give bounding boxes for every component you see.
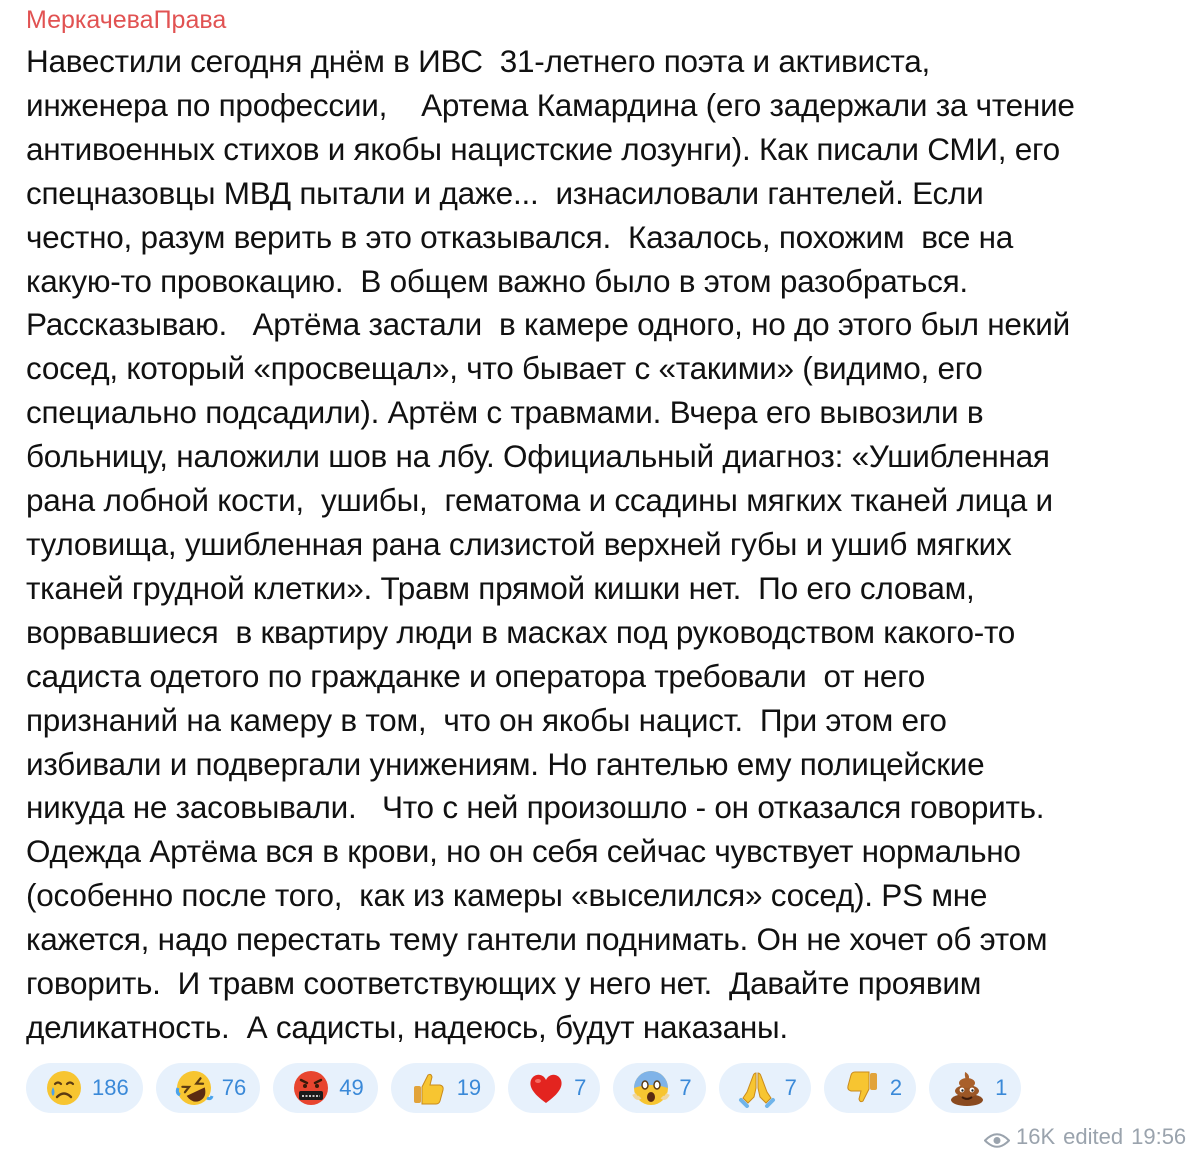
reaction-count: 76 [221,1075,247,1100]
message-line: спецназовцы МВД пытали и даже... изнасиловали гантелей. Если [26,174,984,211]
message-line: Одежда Артёма вся в крови, но он себя сейчас чувствует нормально [26,833,1021,870]
message-line: избивали и подвергали унижениям. Но гантелью ему полицейские [26,745,985,782]
crying-face-icon [44,1068,84,1108]
reaction-count: 49 [339,1075,364,1100]
edited-label: edited [1063,1124,1124,1149]
message-line: специально подсадили). Артём с травмами. Вчера его вывозили в [26,394,984,431]
reaction-thumbs-up[interactable] [391,1063,495,1113]
message-line: говорить. И травм соответствующих у него нет. Давайте проявим [26,965,982,1002]
screaming-face-icon [631,1068,671,1108]
message-line: рана лобной кости, ушибы, гематома и ссадины мягких тканей лица и [26,482,1053,519]
message-line: ворвавшиеся в квартиру люди в масках под руководством какого-то [26,613,1016,650]
reaction-poo[interactable] [929,1063,1021,1113]
cursing-face-icon [291,1068,331,1108]
reaction-thumbs-down[interactable] [824,1063,916,1113]
message-line: деликатность. А садисты, надеюсь, будут наказаны. [26,1008,788,1045]
thumbs-up-icon [409,1068,449,1108]
reaction-count: 1 [995,1075,1008,1100]
message-time: 19:56 [1131,1124,1187,1149]
message-line: антивоенных стихов и якобы нацистские лозунги). Как писали СМИ, его [26,130,1060,167]
folded-hands-icon [737,1068,777,1108]
pile-of-poo-icon [947,1068,987,1108]
message-meta [984,1124,1186,1150]
reaction-laughing[interactable] [156,1063,260,1113]
message-line: (особенно после того, как из камеры «выселился» сосед). PS мне [26,877,988,914]
message-line: никуда не засовывали. Что с ней произошло - он отказался говорить. [26,789,1045,826]
reaction-count: 2 [889,1075,903,1100]
reaction-screaming[interactable] [613,1063,705,1113]
message-line: сосед, который «просвещал», что бывает с «такими» (видимо, его [26,350,983,387]
message-line: признаний на камеру в том, что он якобы нацист. При этом его [26,701,947,738]
message-line: честно, разум верить в это отказывался. Казалось, похожим все на [26,218,1014,255]
message-line: Навестили сегодня днём в ИВС 31-летнего поэта и активиста, [26,43,930,79]
red-heart-icon [526,1068,566,1108]
reaction-cursing[interactable] [273,1063,377,1113]
reaction-crying[interactable] [26,1063,143,1113]
reaction-count: 7 [784,1075,797,1100]
message-line: кажется, надо перестать тему гантели поднимать. Он не хочет об этом [26,921,1048,958]
message-text [26,40,1194,1050]
reaction-count: 7 [574,1075,587,1100]
reaction-count: 19 [456,1075,482,1100]
message-line: инженера по профессии, Артема Камардина (его задержали за чтение [26,86,1075,123]
views-count: 16K [1016,1124,1056,1149]
reactions-bar [26,1063,1021,1113]
reaction-folded-hands[interactable] [719,1063,811,1113]
sender-name[interactable]: МеркачеваПрава [26,6,227,34]
reaction-count: 186 [92,1075,129,1100]
message-line: больницу, наложили шов на лбу. Официальный диагноз: «Ушибленная [26,438,1050,475]
message-line: тканей грудной клетки». Травм прямой кишки нет. По его словам, [26,569,975,606]
message-line: какую-то провокацию. В общем важно было в этом разобраться. [26,262,968,299]
reaction-heart[interactable] [508,1063,600,1113]
message-line: туловища, ушибленная рана слизистой верхней губы и ушиб мягких [26,525,1012,562]
reaction-count: 7 [679,1075,692,1100]
message-line: садиста одетого по гражданке и оператора требовали от него [26,657,926,694]
message-line: Рассказываю. Артёма застали в камере одного, но до этого был некий [26,306,1070,343]
thumbs-down-icon [842,1068,882,1108]
rolling-laughing-face-icon [174,1068,214,1108]
eye-icon [984,1129,1010,1146]
